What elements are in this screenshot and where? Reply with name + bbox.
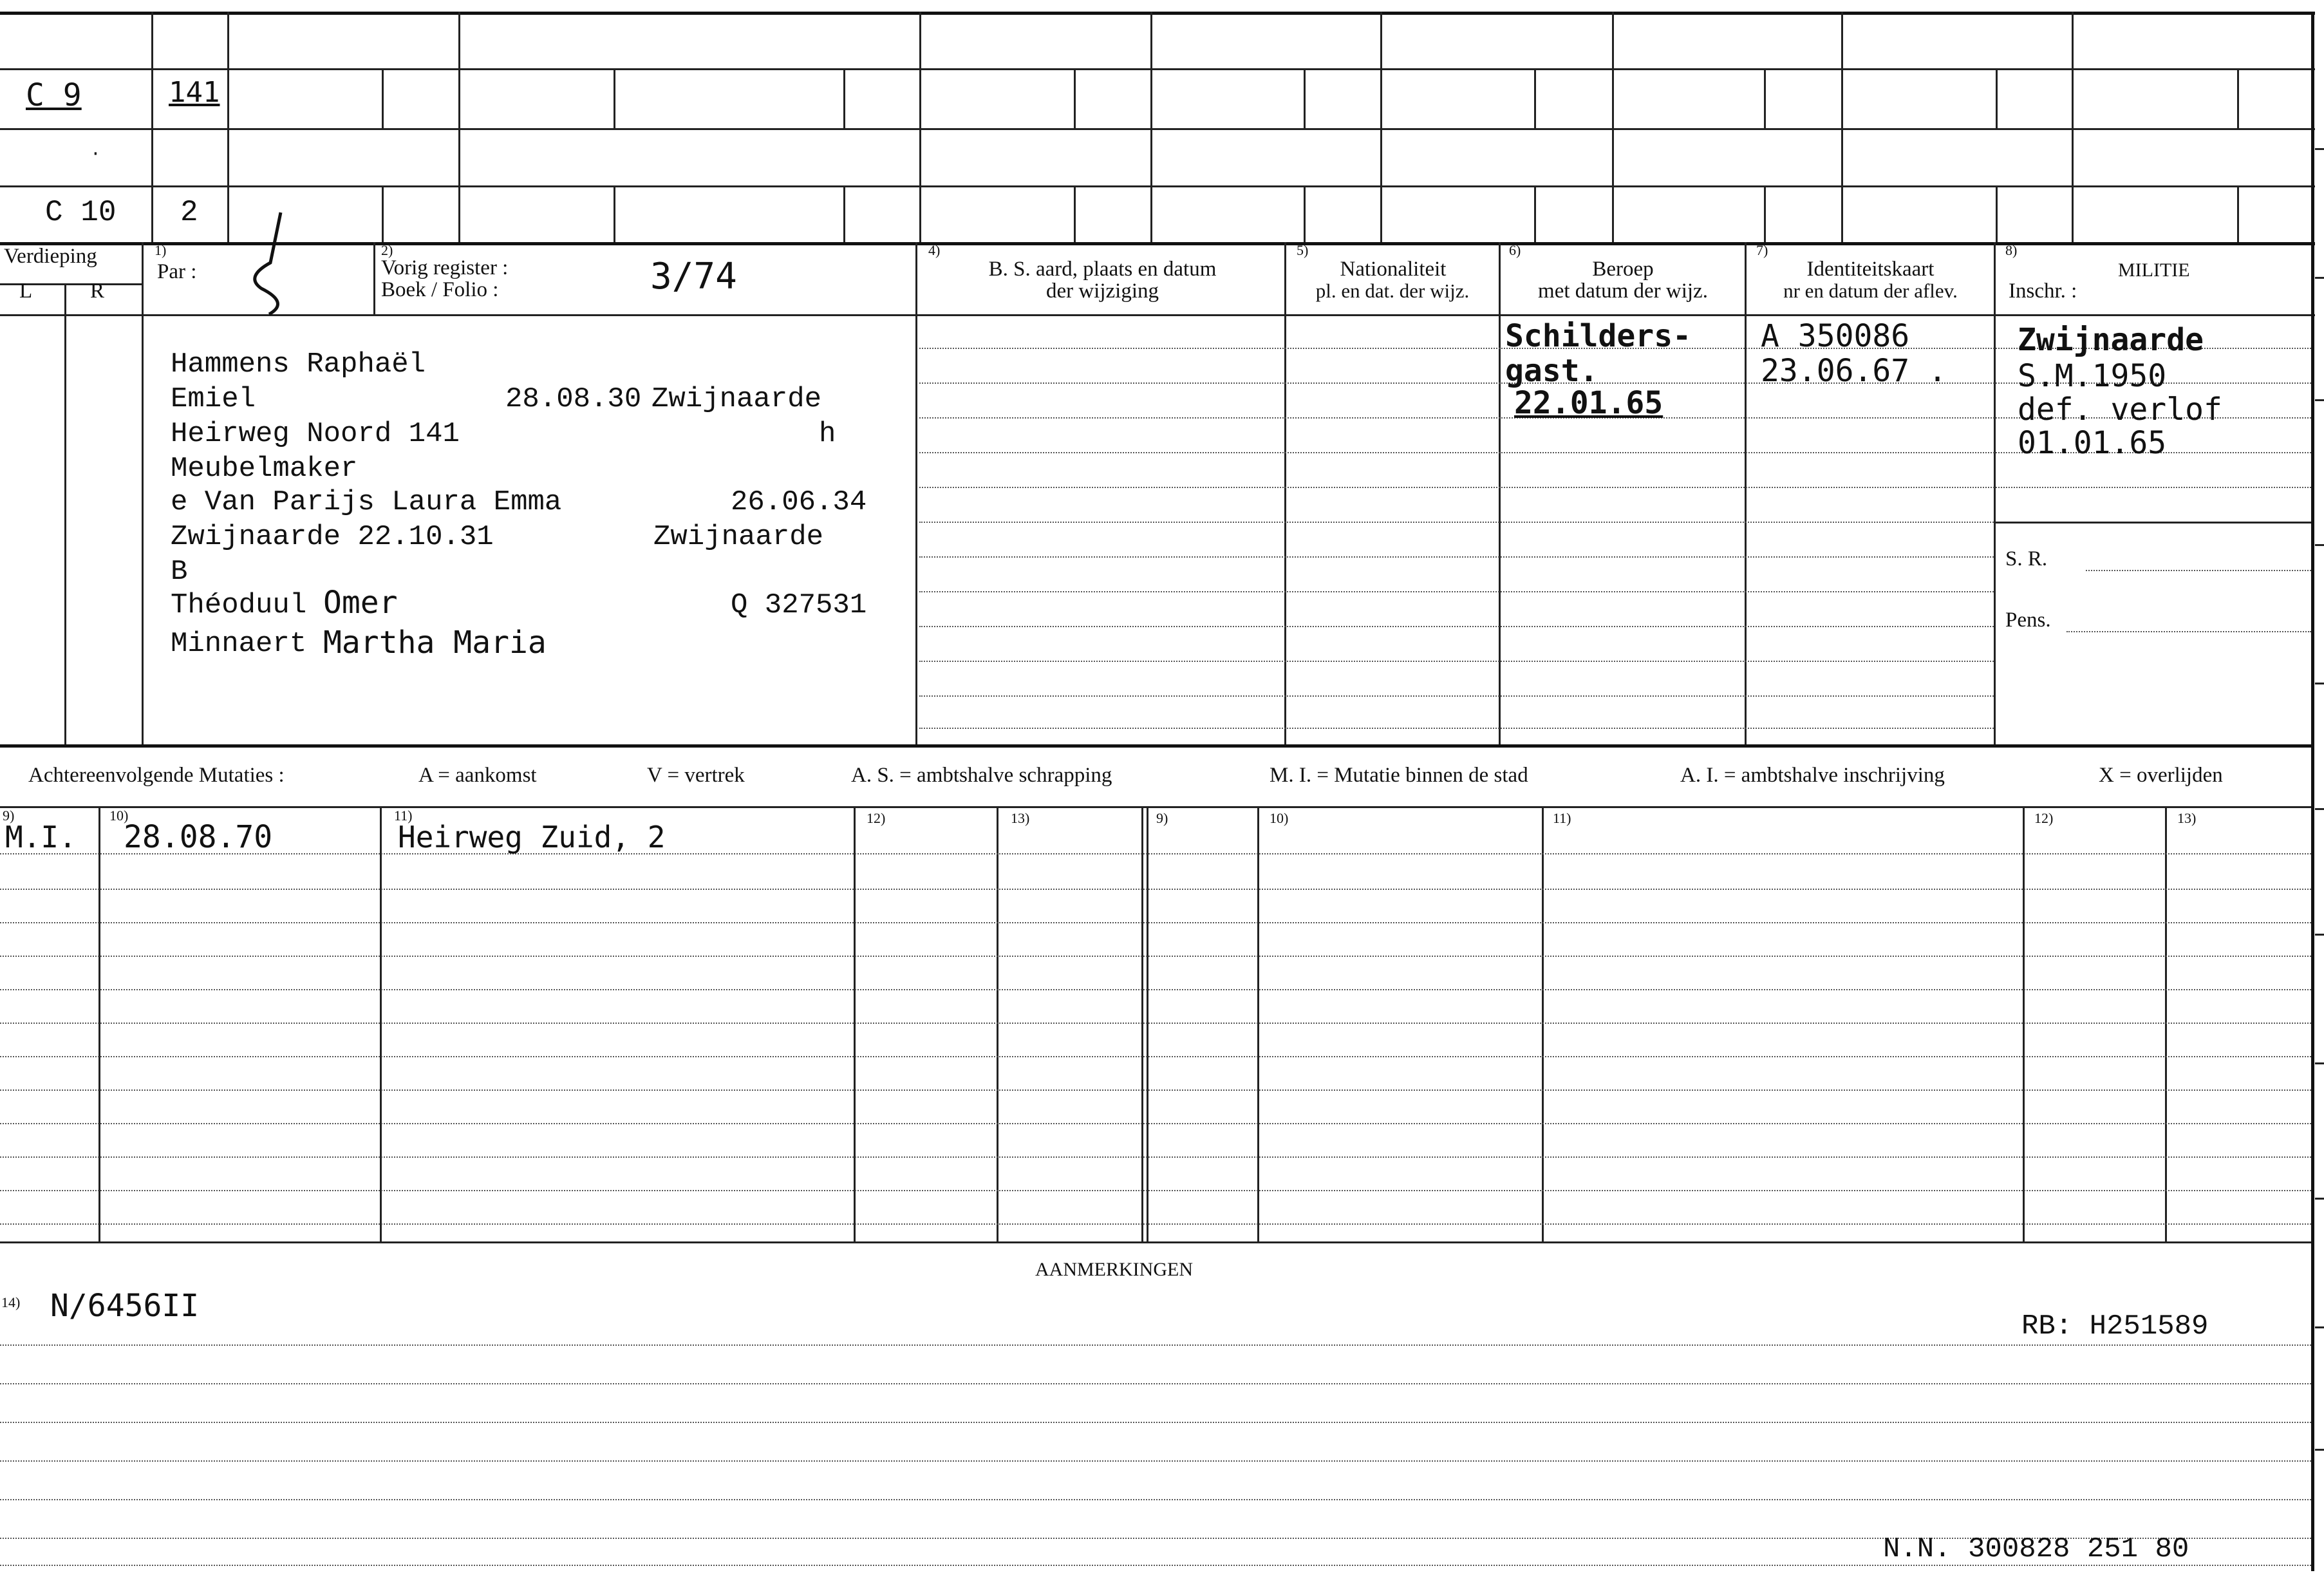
- mutation-date: 28.08.70: [124, 819, 273, 855]
- par-label: Par :: [157, 260, 197, 283]
- mutation-type: M.I.: [5, 820, 77, 854]
- identiteitskaart-subheader: nr en datum der aflev.: [1783, 279, 1958, 302]
- militie-status: def. verlof: [2018, 391, 2222, 428]
- row2-mark: ·: [90, 144, 101, 164]
- register-value: 3/74: [650, 256, 737, 297]
- id-card-date: 23.06.67 .: [1761, 353, 1947, 389]
- legend-title: Achtereenvolgende Mutaties :: [28, 764, 285, 787]
- spouse-birth: Zwijnaarde 22.10.31: [171, 521, 494, 553]
- legend-vertrek: V = vertrek: [647, 764, 745, 787]
- mutation-col12-header: 12): [867, 810, 886, 826]
- militie-sm: S.M.1950: [2018, 358, 2167, 394]
- aanmerkingen-title: AANMERKINGEN: [1035, 1259, 1193, 1280]
- mutation-col11b-header: 11): [1553, 810, 1571, 826]
- nationaliteit-header: Nationaliteit: [1340, 258, 1447, 281]
- person-first-names: Emiel: [171, 383, 256, 415]
- militie-header: MILITIE: [2118, 259, 2190, 281]
- floor-r-label: R: [90, 279, 105, 303]
- person-code: Q 327531: [731, 589, 867, 621]
- nationaliteit-subheader: pl. en dat. der wijz.: [1315, 279, 1470, 302]
- mutation-col10b-header: 10): [1270, 810, 1289, 826]
- mother-name: Minnaert: [171, 628, 307, 660]
- mother-handwritten: Martha Maria: [323, 625, 547, 661]
- beroep-line1: Schilders-: [1505, 318, 1691, 354]
- person-address: Heirweg Noord 141: [171, 418, 460, 450]
- legend-overlijden: X = overlijden: [2099, 764, 2223, 787]
- legend-schrapping: A. S. = ambtshalve schrapping: [851, 764, 1112, 787]
- beroep-header: Beroep: [1592, 258, 1654, 281]
- person-birth-date: 28.08.30: [505, 383, 642, 415]
- father-handwritten: Omer: [323, 585, 398, 621]
- militie-place: Zwijnaarde: [2018, 322, 2204, 358]
- spouse-name: e Van Parijs Laura Emma: [171, 486, 562, 518]
- field-4-number: 4): [928, 242, 941, 258]
- field-6-number: 6): [1509, 242, 1521, 258]
- mutation-col11-header: 11): [394, 807, 413, 824]
- pens-label: Pens.: [2005, 608, 2051, 632]
- boek-folio-label: Boek / Folio :: [381, 278, 499, 301]
- spouse-birth-place: Zwijnaarde: [653, 521, 824, 553]
- sr-label: S. R.: [2005, 547, 2048, 571]
- id-card-number: A 350086: [1761, 318, 1910, 354]
- inschr-label: Inschr. :: [2009, 279, 2077, 303]
- field-1-number: 1): [155, 242, 167, 258]
- mutation-col10-header: 10): [109, 807, 129, 824]
- row3-number: 2: [180, 196, 198, 229]
- aanmerking-nn-number: N.N. 300828 251 80: [1883, 1533, 2189, 1565]
- person-occupation: Meubelmaker: [171, 453, 358, 485]
- bs-header-line2: der wijziging: [1045, 279, 1159, 303]
- row1-code: C 9: [26, 77, 82, 113]
- militie-date: 01.01.65: [2018, 425, 2167, 461]
- mutation-col9-header: 9): [3, 807, 15, 824]
- beroep-date: 22.01.65: [1514, 385, 1663, 421]
- mutation-col13b-header: 13): [2177, 810, 2197, 826]
- bs-header-line1: B. S. aard, plaats en datum: [988, 258, 1217, 281]
- floor-l-label: L: [19, 279, 33, 303]
- aanmerking-reference: N/6456II: [50, 1288, 200, 1324]
- mutation-address: Heirweg Zuid, 2: [398, 820, 666, 854]
- mutation-col9b-header: 9): [1156, 810, 1168, 826]
- legend-mutatie: M. I. = Mutatie binnen de stad: [1270, 764, 1528, 787]
- person-marker: B: [171, 556, 188, 588]
- vorig-register-label: Vorig register :: [381, 256, 509, 279]
- mutation-col13-header: 13): [1011, 810, 1030, 826]
- field-14-number: 14): [1, 1294, 21, 1310]
- legend-aankomst: A = aankomst: [418, 764, 537, 787]
- field-2-number: 2): [381, 242, 393, 258]
- beroep-subheader: met datum der wijz.: [1538, 279, 1708, 303]
- person-name: Hammens Raphaël: [171, 348, 426, 381]
- identiteitskaart-header: Identiteitskaart: [1806, 258, 1935, 281]
- father-name: Théoduul: [171, 589, 307, 621]
- field-5-number: 5): [1297, 242, 1309, 258]
- mutation-col12b-header: 12): [2034, 810, 2054, 826]
- person-birth-place: Zwijnaarde: [651, 383, 822, 415]
- legend-inschrijving: A. I. = ambtshalve inschrijving: [1680, 764, 1945, 787]
- field-7-number: 7): [1756, 242, 1768, 258]
- person-address-mark: h: [819, 418, 836, 450]
- field-8-number: 8): [2005, 242, 2018, 258]
- par-handwritten-mark: [219, 206, 309, 322]
- beroep-line2: gast.: [1505, 353, 1598, 389]
- spouse-date: 26.06.34: [731, 486, 867, 518]
- verdieping-label: Verdieping: [4, 245, 97, 268]
- row1-number: 141: [169, 76, 220, 109]
- aanmerking-rb-number: RB: H251589: [2021, 1310, 2209, 1343]
- row3-code: C 10: [45, 196, 117, 229]
